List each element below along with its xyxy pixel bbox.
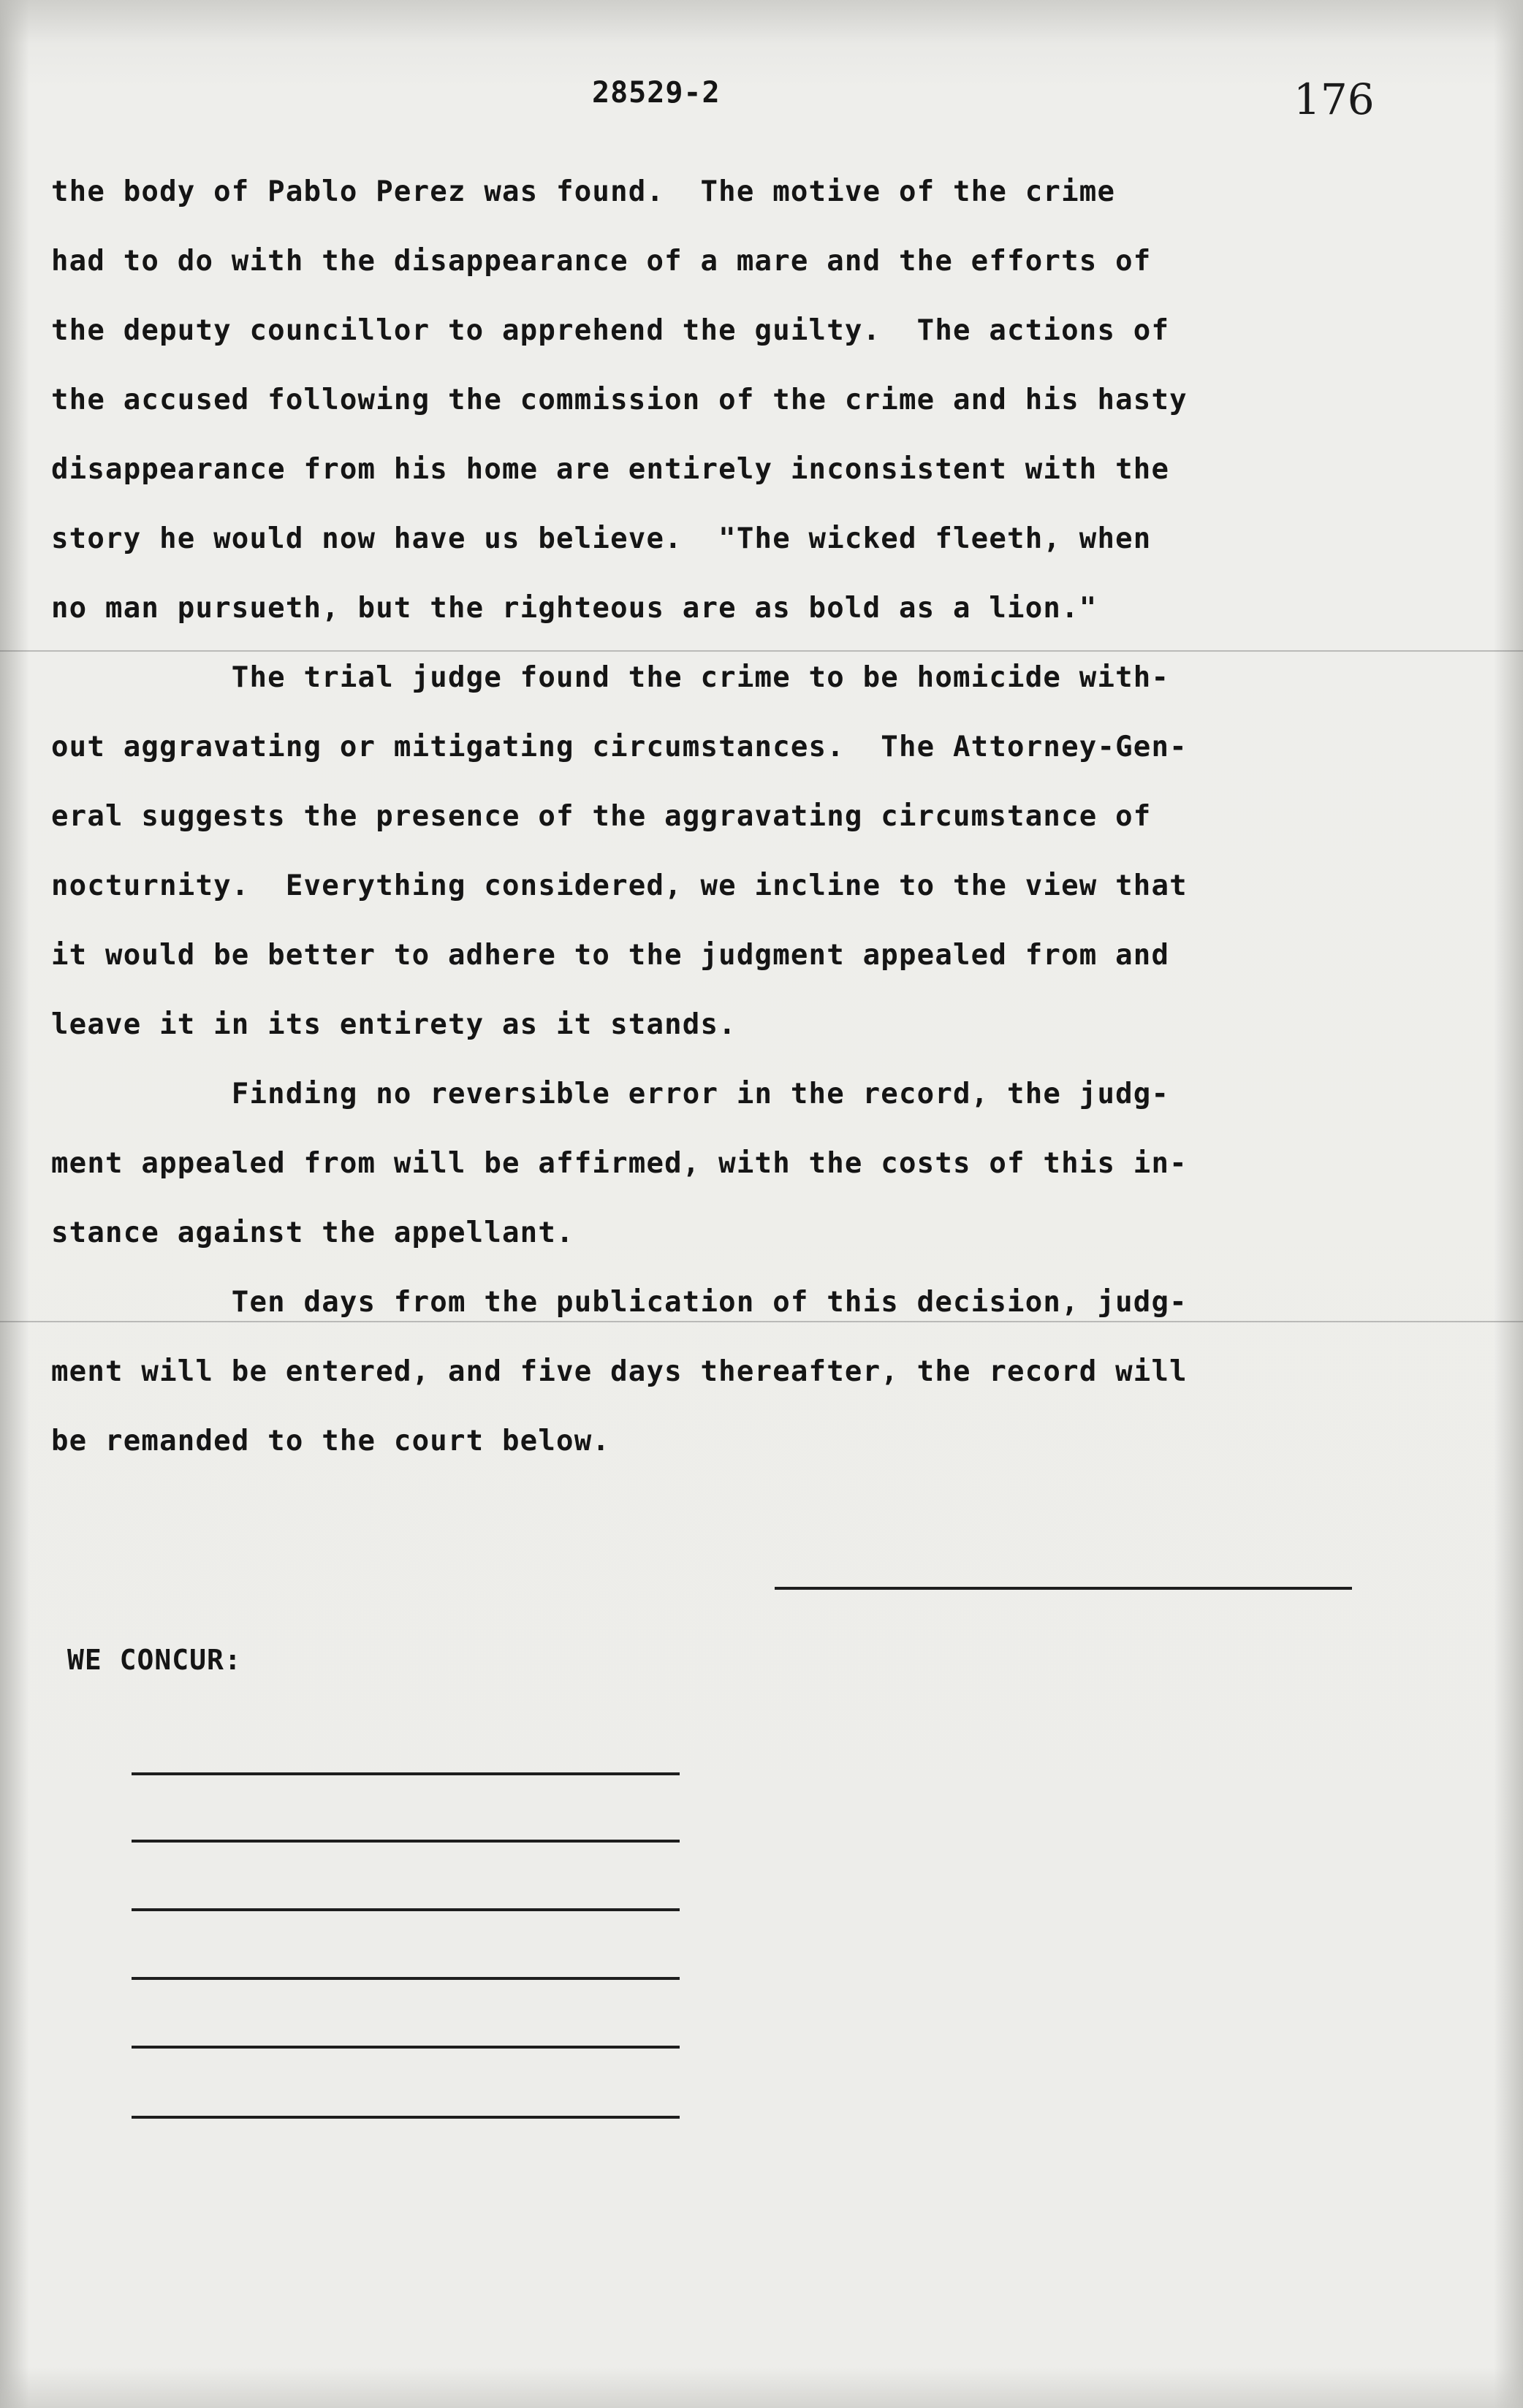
concurrence-signature-line: [132, 2116, 680, 2119]
body-line: had to do with the disappearance of a mare and the efforts of: [51, 245, 1152, 278]
fold-line-upper: [0, 650, 1523, 652]
body-line: ment will be entered, and five days thereafter, the record will: [51, 1355, 1188, 1388]
body-line: the body of Pablo Perez was found. The motive of the crime: [51, 175, 1116, 208]
scan-edge-right: [1494, 0, 1523, 2408]
scan-edge-left: [0, 0, 29, 2408]
page-number: 176: [1294, 75, 1375, 124]
fold-line-lower: [0, 1321, 1523, 1322]
body-line: the accused following the commission of the crime and his hasty: [51, 384, 1188, 416]
body-line: out aggravating or mitigating circumstances. The Attorney-Gen-: [51, 731, 1188, 763]
author-signature-line: [775, 1587, 1352, 1590]
case-number: 28529-2: [592, 76, 721, 110]
body-line: ment appealed from will be affirmed, with the costs of this in-: [51, 1147, 1188, 1180]
body-line: eral suggests the presence of the aggravating circumstance of: [51, 800, 1152, 833]
body-line: The trial judge found the crime to be homicide with-: [51, 661, 1170, 694]
body-line: leave it in its entirety as it stands.: [51, 1008, 737, 1041]
body-line: the deputy councillor to apprehend the guilty. The actions of: [51, 314, 1170, 347]
body-line: it would be better to adhere to the judgment appealed from and: [51, 939, 1170, 972]
body-line: disappearance from his home are entirely inconsistent with the: [51, 453, 1170, 486]
body-line: Ten days from the publication of this decision, judg-: [51, 1286, 1188, 1319]
concurrence-signature-line: [132, 1908, 680, 1911]
body-line: Finding no reversible error in the record, the judg-: [51, 1078, 1170, 1110]
concurrence-signature-line: [132, 2046, 680, 2049]
concurrence-signature-line: [132, 1840, 680, 1843]
body-line: stance against the appellant.: [51, 1216, 574, 1249]
concurrence-heading: WE CONCUR:: [67, 1644, 242, 1676]
body-line: be remanded to the court below.: [51, 1425, 611, 1458]
concurrence-signature-line: [132, 1772, 680, 1775]
body-line: nocturnity. Everything considered, we incline to the view that: [51, 869, 1188, 902]
body-line: no man pursueth, but the righteous are as bold as a lion.": [51, 592, 1098, 625]
concurrence-signature-line: [132, 1977, 680, 1980]
body-line: story he would now have us believe. "The wicked fleeth, when: [51, 522, 1152, 555]
